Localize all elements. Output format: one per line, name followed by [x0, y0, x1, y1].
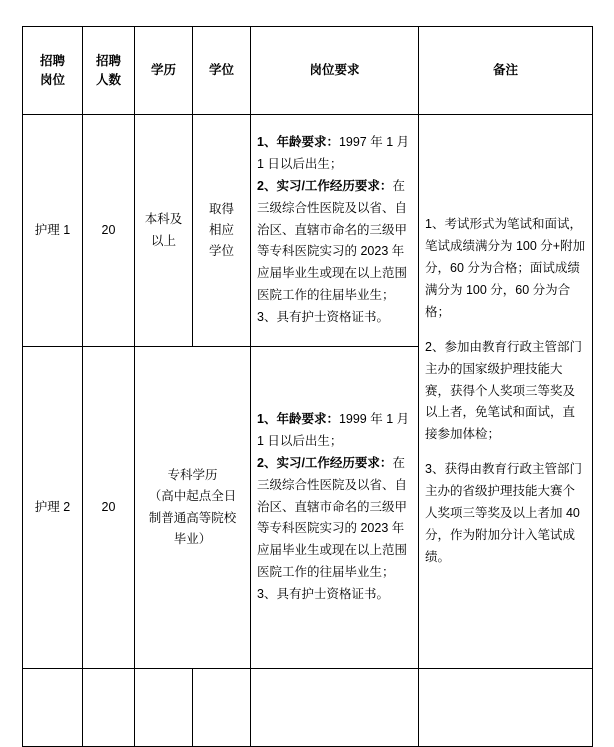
- requirement-2-item-2-text: 在三级综合性医院及以省、自治区、直辖市命名的三级甲等专科医院实习的 2023 年应届毕业生或现在以上范围医院工作的往届毕业生；: [257, 455, 408, 580]
- requirement-1-item-2: [257, 176, 412, 307]
- cell-education-1-line1: 本科及: [144, 212, 183, 227]
- cell-education-1: [135, 115, 193, 347]
- requirement-2-item-3: 3、具有护士资格证书。: [257, 587, 389, 602]
- cell-education-2-line4: 毕业）: [173, 531, 212, 546]
- requirement-1-item-1: [257, 132, 412, 176]
- cell-post-2: 护理 2: [23, 347, 83, 669]
- requirement-1-item-2-text: 在三级综合性医院及以省、自治区、直辖市命名的三级甲等专科医院实习的 2023 年应届毕业生或现在以上范围医院工作的往届毕业生；: [257, 178, 408, 303]
- remark-paragraph-2: 2、参加由教育行政主管部门主办的国家级护理技能大赛，获得个人奖项三等奖及以上者，免笔试和面试，直接参加体检；: [425, 339, 582, 442]
- requirement-1-item-3: 3、具有护士资格证书。: [257, 310, 389, 325]
- cell-requirement-empty: [251, 669, 419, 747]
- table-row: [23, 115, 593, 347]
- cell-count-1: 20: [83, 115, 135, 347]
- cell-post-1: 护理 1: [23, 115, 83, 347]
- cell-remark-empty: [419, 669, 593, 747]
- cell-degree-empty: [193, 669, 251, 747]
- column-header-requirement: 岗位要求: [251, 27, 419, 115]
- requirement-2-item-1-label: 1、年龄要求：: [257, 412, 339, 427]
- column-header-remark: 备注: [419, 27, 593, 115]
- cell-remark: [419, 115, 593, 669]
- requirement-1-item-2-label: 2、实习/工作经历要求：: [257, 178, 393, 193]
- cell-count-2: 20: [83, 347, 135, 669]
- table-body: [23, 115, 593, 747]
- column-header-education: 学历: [135, 27, 193, 115]
- cell-degree-1-line2: 相应: [208, 222, 234, 237]
- cell-education-empty: [135, 669, 193, 747]
- header-post-line2: 岗位: [39, 72, 65, 87]
- requirement-1-item-1-text: 1997 年 1 月 1 日以后出生；: [257, 135, 410, 171]
- header-count-line1: 招聘: [95, 54, 121, 69]
- cell-education-2-line1: 专科学历: [167, 468, 218, 482]
- cell-degree-1-line1: 取得: [208, 201, 234, 216]
- cell-education-2-line3: 制普通高等院校: [148, 510, 237, 525]
- requirement-1-item-1-label: 1、年龄要求：: [257, 135, 339, 150]
- remark-paragraph-1: 1、考试形式为笔试和面试，笔试成绩满分为 100 分+附加分，60 分为合格；面试成绩满分为 100 分，60 分为合格；: [425, 217, 586, 319]
- column-header-post: [23, 27, 83, 115]
- header-count-line2: 人数: [95, 72, 121, 87]
- column-header-post-line1: [29, 52, 76, 70]
- table-header: [23, 27, 593, 115]
- cell-degree-1-line3: 学位: [208, 244, 234, 259]
- column-header-count: [83, 27, 135, 115]
- cell-education-1-line2: 以上: [150, 233, 176, 248]
- cell-education-2-line2: （高中起点全日: [148, 489, 237, 504]
- requirement-2-item-1-text: 1999 年 1 月 1 日以后出生；: [257, 412, 410, 448]
- remark-paragraph-3: 3、获得由教育行政主管部门主办的省级护理技能大赛个人奖项三等奖及以上者加 40 分，作为附加分计入笔试成绩。: [425, 462, 582, 564]
- requirement-2-item-1: [257, 409, 412, 453]
- column-header-degree: 学位: [193, 27, 251, 115]
- header-post-line1: 招聘: [39, 54, 65, 69]
- cell-requirement-2: [251, 347, 419, 669]
- cell-education-2: [135, 347, 251, 669]
- table-row-spacer: [23, 669, 593, 747]
- recruitment-table: [22, 26, 593, 747]
- cell-count-empty: [83, 669, 135, 747]
- table-header-row: [23, 27, 593, 115]
- requirement-2-item-2: [257, 453, 412, 584]
- cell-post-empty: [23, 669, 83, 747]
- cell-requirement-1: [251, 115, 419, 347]
- requirement-2-item-2-label: 2、实习/工作经历要求：: [257, 455, 393, 470]
- cell-degree-1: [193, 115, 251, 347]
